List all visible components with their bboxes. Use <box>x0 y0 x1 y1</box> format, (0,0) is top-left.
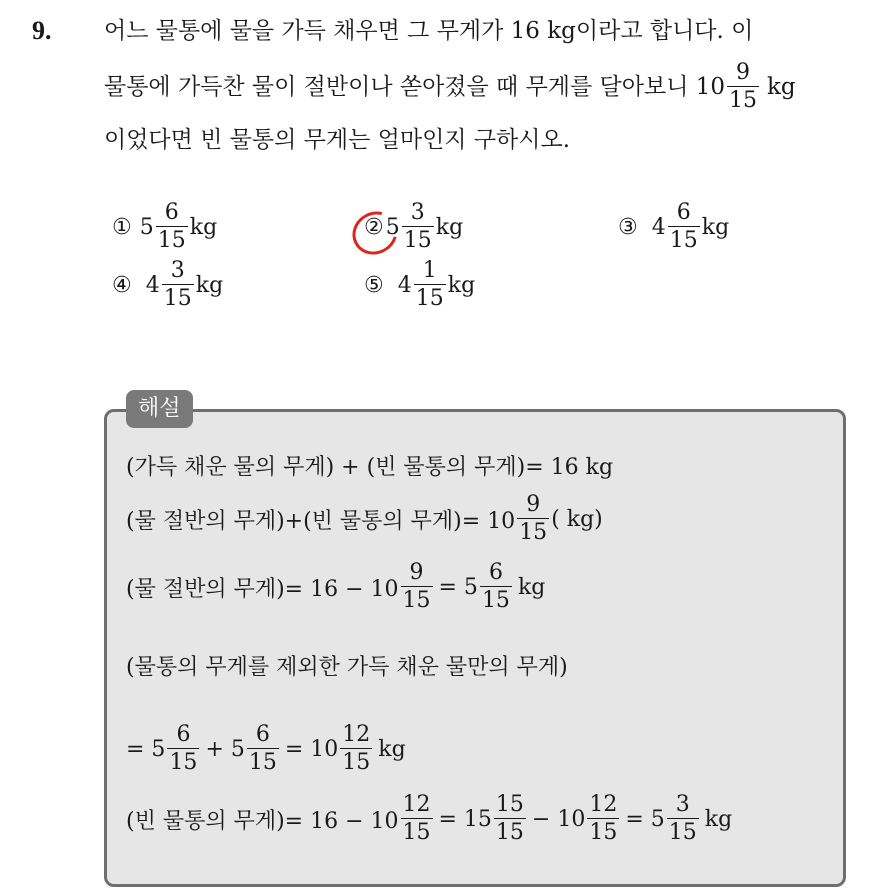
fraction-numerator: 12 <box>402 792 431 817</box>
choice-fraction <box>414 260 446 310</box>
choice-whole: 4 <box>651 214 666 240</box>
fraction-numerator: 15 <box>495 792 524 817</box>
fraction-numerator: 12 <box>589 792 618 817</box>
solution-fraction <box>667 794 699 844</box>
question-line-3: 이었다면 빈 물통의 무게는 얼마인지 구하시오. <box>104 127 571 153</box>
choice-1[interactable] <box>112 202 217 252</box>
solution-fraction <box>247 724 279 774</box>
solution-fraction <box>480 562 512 612</box>
choice-5[interactable] <box>364 260 475 310</box>
question-line-1: 어느 물통에 물을 가득 채우면 그 무게가 16 kg이라고 합니다. 이 <box>104 18 754 44</box>
choice-whole: 4 <box>145 272 160 298</box>
fraction-denominator: 15 <box>668 820 697 845</box>
choice-4[interactable] <box>112 260 223 310</box>
fraction-denominator: 15 <box>415 286 444 311</box>
question-number: 9. <box>32 16 52 45</box>
solution-line-4 <box>126 648 568 682</box>
solution-line-1-text: (가득 채운 물의 무게) + (빈 물통의 무게)= 16 kg <box>126 454 614 480</box>
fraction-denominator: 15 <box>729 88 757 113</box>
fraction-denominator: 15 <box>669 228 698 253</box>
fraction-numerator: 1 <box>422 258 437 283</box>
choice-fraction <box>156 202 188 252</box>
fraction-numerator: 3 <box>410 200 425 225</box>
solution-text: = 5 <box>438 574 478 600</box>
fraction-numerator: 3 <box>675 792 690 817</box>
solution-line-6 <box>126 794 732 844</box>
solution-text: = 5 <box>126 736 166 762</box>
fraction-denominator: 15 <box>402 820 431 845</box>
choice-fraction <box>402 202 434 252</box>
solution-fraction <box>517 494 549 544</box>
solution-text: kg <box>704 806 733 832</box>
solution-text: (빈 물통의 무게)= 16 − 10 <box>126 808 399 834</box>
question-fraction <box>727 62 759 112</box>
solution-fraction <box>587 794 619 844</box>
solution-text: kg <box>378 736 406 762</box>
choice-marker: ⑤ <box>364 272 384 298</box>
choice-unit: kg <box>189 214 218 240</box>
fraction-numerator: 6 <box>164 200 179 225</box>
fraction-denominator: 15 <box>157 228 186 253</box>
fraction-denominator: 15 <box>519 520 548 545</box>
fraction-denominator: 15 <box>402 588 431 613</box>
fraction-denominator: 15 <box>403 228 432 253</box>
choice-marker: ④ <box>112 272 132 298</box>
solution-text: = 10 <box>284 736 339 762</box>
choice-3[interactable] <box>618 202 729 252</box>
fraction-numerator: 6 <box>255 722 270 747</box>
solution-text: = 15 <box>438 806 492 832</box>
question-line-2-text: 물통에 가득찬 물이 절반이나 쏟아졌을 때 무게를 달아보니 10 <box>104 74 725 100</box>
choice-marker: ③ <box>618 214 638 240</box>
solution-text: ( kg) <box>551 506 603 532</box>
choice-fraction <box>162 260 194 310</box>
fraction-numerator: 9 <box>526 492 541 517</box>
choice-whole: 5 <box>385 214 400 240</box>
solution-text: − 10 <box>531 806 586 832</box>
fraction-denominator: 15 <box>248 750 277 775</box>
fraction-denominator: 15 <box>342 750 371 775</box>
fraction-numerator: 6 <box>676 200 691 225</box>
solution-line-5 <box>126 724 406 774</box>
fraction-numerator: 9 <box>736 60 750 85</box>
solution-text: (물 절반의 무게)+(빈 물통의 무게)= 10 <box>126 508 516 534</box>
solution-text: (물통의 무게를 제외한 가득 채운 물만의 무게) <box>126 654 568 680</box>
fraction-denominator: 15 <box>163 286 192 311</box>
choice-marker: ① <box>112 214 132 240</box>
choice-unit: kg <box>447 272 476 298</box>
solution-fraction <box>401 562 433 612</box>
choice-whole: 4 <box>397 272 412 298</box>
fraction-numerator: 3 <box>170 258 185 283</box>
fraction-numerator: 6 <box>488 560 503 585</box>
solution-text: + 5 <box>205 736 245 762</box>
solution-fraction <box>340 724 372 774</box>
solution-line-2 <box>126 494 603 544</box>
fraction-denominator: 15 <box>495 820 524 845</box>
solution-line-3 <box>126 562 545 612</box>
choice-unit: kg <box>701 214 730 240</box>
fraction-numerator: 6 <box>176 722 191 747</box>
fraction-denominator: 15 <box>589 820 618 845</box>
question-line-2 <box>104 62 796 112</box>
fraction-numerator: 9 <box>409 560 424 585</box>
solution-line-1 <box>126 448 613 482</box>
solution-tag: 해설 <box>126 390 193 428</box>
solution-text: kg <box>517 574 546 600</box>
fraction-denominator: 15 <box>481 588 510 613</box>
solution-text: = 5 <box>625 806 665 832</box>
solution-fraction <box>401 794 433 844</box>
choice-fraction <box>668 202 700 252</box>
solution-fraction <box>167 724 199 774</box>
solution-fraction <box>494 794 526 844</box>
choice-unit: kg <box>435 214 464 240</box>
question-unit: kg <box>767 74 796 100</box>
choice-whole: 5 <box>139 214 154 240</box>
choice-unit: kg <box>195 272 224 298</box>
fraction-numerator: 12 <box>342 722 371 747</box>
choice-marker: ② <box>364 214 384 240</box>
solution-text: (물 절반의 무게)= 16 − 10 <box>126 576 399 602</box>
fraction-denominator: 15 <box>169 750 198 775</box>
